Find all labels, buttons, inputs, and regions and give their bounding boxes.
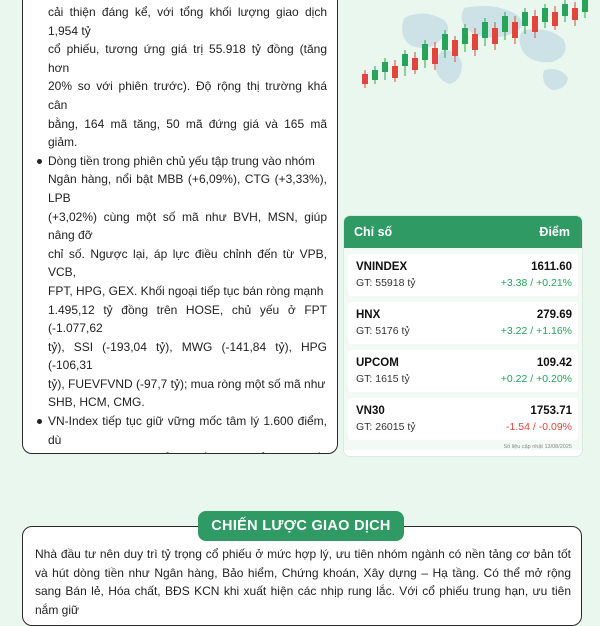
candle-body bbox=[482, 22, 488, 38]
summary-line: SHB, HCM, CMG. bbox=[48, 395, 145, 410]
index-name: UPCOM bbox=[356, 357, 399, 369]
index-volume: GT: 26015 tỷ bbox=[356, 421, 416, 433]
candle-body bbox=[432, 48, 438, 64]
summary-line: 20% so với phiên trước). Độ rộng thị trường khá cân bbox=[48, 79, 327, 112]
index-change: +3.38 / +0.21% bbox=[500, 277, 572, 289]
summary-bullet-line: VN-Index tiếp tục giữ vững mốc tâm lý 1.600 điểm, dù bbox=[48, 412, 327, 449]
candle-body bbox=[462, 28, 468, 44]
candle-body bbox=[582, 0, 588, 12]
candle-body bbox=[392, 66, 398, 78]
strategy-title: CHIẾN LƯỢC GIAO DỊCH bbox=[198, 511, 404, 541]
summary-line: cổ phiếu, tương ứng giá trị 55.918 tỷ đồng (tăng hơn bbox=[48, 42, 327, 75]
summary-line bbox=[48, 449, 327, 454]
summary-line: 1.495,12 tỷ đồng trên HOSE, chủ yếu ở FPT (-1.077,62 bbox=[48, 302, 327, 336]
candle-body bbox=[372, 70, 378, 80]
candle-body bbox=[542, 8, 548, 22]
market-index-table bbox=[344, 216, 582, 456]
candle-body bbox=[472, 34, 478, 50]
index-point: 279.69 bbox=[536, 309, 572, 321]
candle-body bbox=[362, 74, 368, 84]
index-name: VNINDEX bbox=[356, 261, 408, 273]
candle-body bbox=[572, 8, 578, 20]
strategy-card bbox=[22, 526, 582, 626]
index-table-body bbox=[344, 248, 582, 450]
index-name: HNX bbox=[356, 309, 381, 321]
summary-line: cải thiện đáng kể, với tổng khối lượng giao dịch 1,954 tỷ bbox=[48, 5, 327, 38]
summary-line: Ngân hàng, nổi bật MBB (+6,09%), CTG (+3,33%), LPB bbox=[48, 172, 327, 205]
candle-body bbox=[402, 54, 408, 66]
index-row-hnx bbox=[348, 302, 578, 344]
index-point: 1611.60 bbox=[531, 261, 572, 273]
summary-line: chỉ số. Ngược lại, áp lực điều chỉnh đến từ VPB, VCB, bbox=[48, 246, 327, 280]
index-volume: GT: 1615 tỷ bbox=[356, 373, 410, 385]
candle-body bbox=[562, 4, 568, 16]
summary-line: (+3,02%) cùng một số mã như BVH, MSN, giúp nâng đỡ bbox=[48, 209, 327, 243]
index-row-upcom bbox=[348, 350, 578, 392]
index-row-vn30 bbox=[348, 398, 578, 440]
candle-body bbox=[522, 12, 528, 26]
index-row-vnindex bbox=[348, 254, 578, 296]
index-change: +3.22 / +1.16% bbox=[500, 325, 572, 337]
candle-body bbox=[492, 28, 498, 44]
candle-body bbox=[502, 16, 508, 32]
index-volume: GT: 5176 tỷ bbox=[356, 325, 410, 337]
updated-note: Số liệu cập nhật 13/08/2025 bbox=[503, 444, 572, 450]
candle-body bbox=[452, 40, 458, 56]
index-change: -1.54 / -0.09% bbox=[506, 421, 572, 433]
index-change: +0.22 / +0.20% bbox=[500, 373, 572, 385]
candle-body bbox=[512, 22, 518, 38]
candle-body bbox=[532, 16, 538, 32]
column-header-point: Điểm bbox=[539, 225, 570, 239]
candlestick-map-icon bbox=[344, 0, 600, 100]
index-name: VN30 bbox=[356, 405, 385, 417]
candle-body bbox=[552, 12, 558, 26]
column-header-index: Chỉ số bbox=[354, 225, 393, 239]
index-point: 1753.71 bbox=[530, 405, 572, 417]
summary-list bbox=[35, 3, 327, 454]
summary-line: FPT, HPG, GEX. Khối ngoại tiếp tục bán ròng mạnh bbox=[48, 283, 324, 298]
summary-line: bằng, 164 mã tăng, 50 mã đứng giá và 165 mã giảm. bbox=[48, 116, 327, 150]
index-table-header bbox=[344, 216, 582, 248]
index-point: 109.42 bbox=[536, 357, 572, 369]
summary-line: tỷ), FUEVFVND (-97,7 tỷ); mua ròng một số mã như bbox=[48, 376, 326, 391]
market-summary-card bbox=[22, 0, 338, 454]
strategy-text: Nhà đầu tư nên duy trì tỷ trọng cổ phiếu ở mức hợp lý, ưu tiên nhóm ngành có nền tảng cơ bản tốt và hút dòng tiền như Ngân hàng, Bảo hiểm, Chứng khoán, Xây dựng – Hạ tầng. Có thể mở rộng sang Bán lẻ, Hóa chất, BĐS KCN khi xuất hiện các nhịp rung lắc. Với cổ phiếu trung hạn, ưu tiên nắm giữ bbox=[35, 547, 571, 617]
candle-body bbox=[412, 58, 418, 70]
summary-bullet-line: Dòng tiền trong phiên chủ yếu tập trung vào nhóm bbox=[48, 152, 327, 171]
candle-body bbox=[422, 44, 428, 60]
market-hero-image bbox=[344, 0, 600, 100]
candle-body bbox=[382, 62, 388, 72]
index-volume: GT: 55918 tỷ bbox=[356, 277, 416, 289]
summary-line: tỷ), SSI (-193,04 tỷ), MWG (-141,84 tỷ), HPG (-106,31 bbox=[48, 339, 327, 373]
candle-body bbox=[442, 34, 448, 50]
